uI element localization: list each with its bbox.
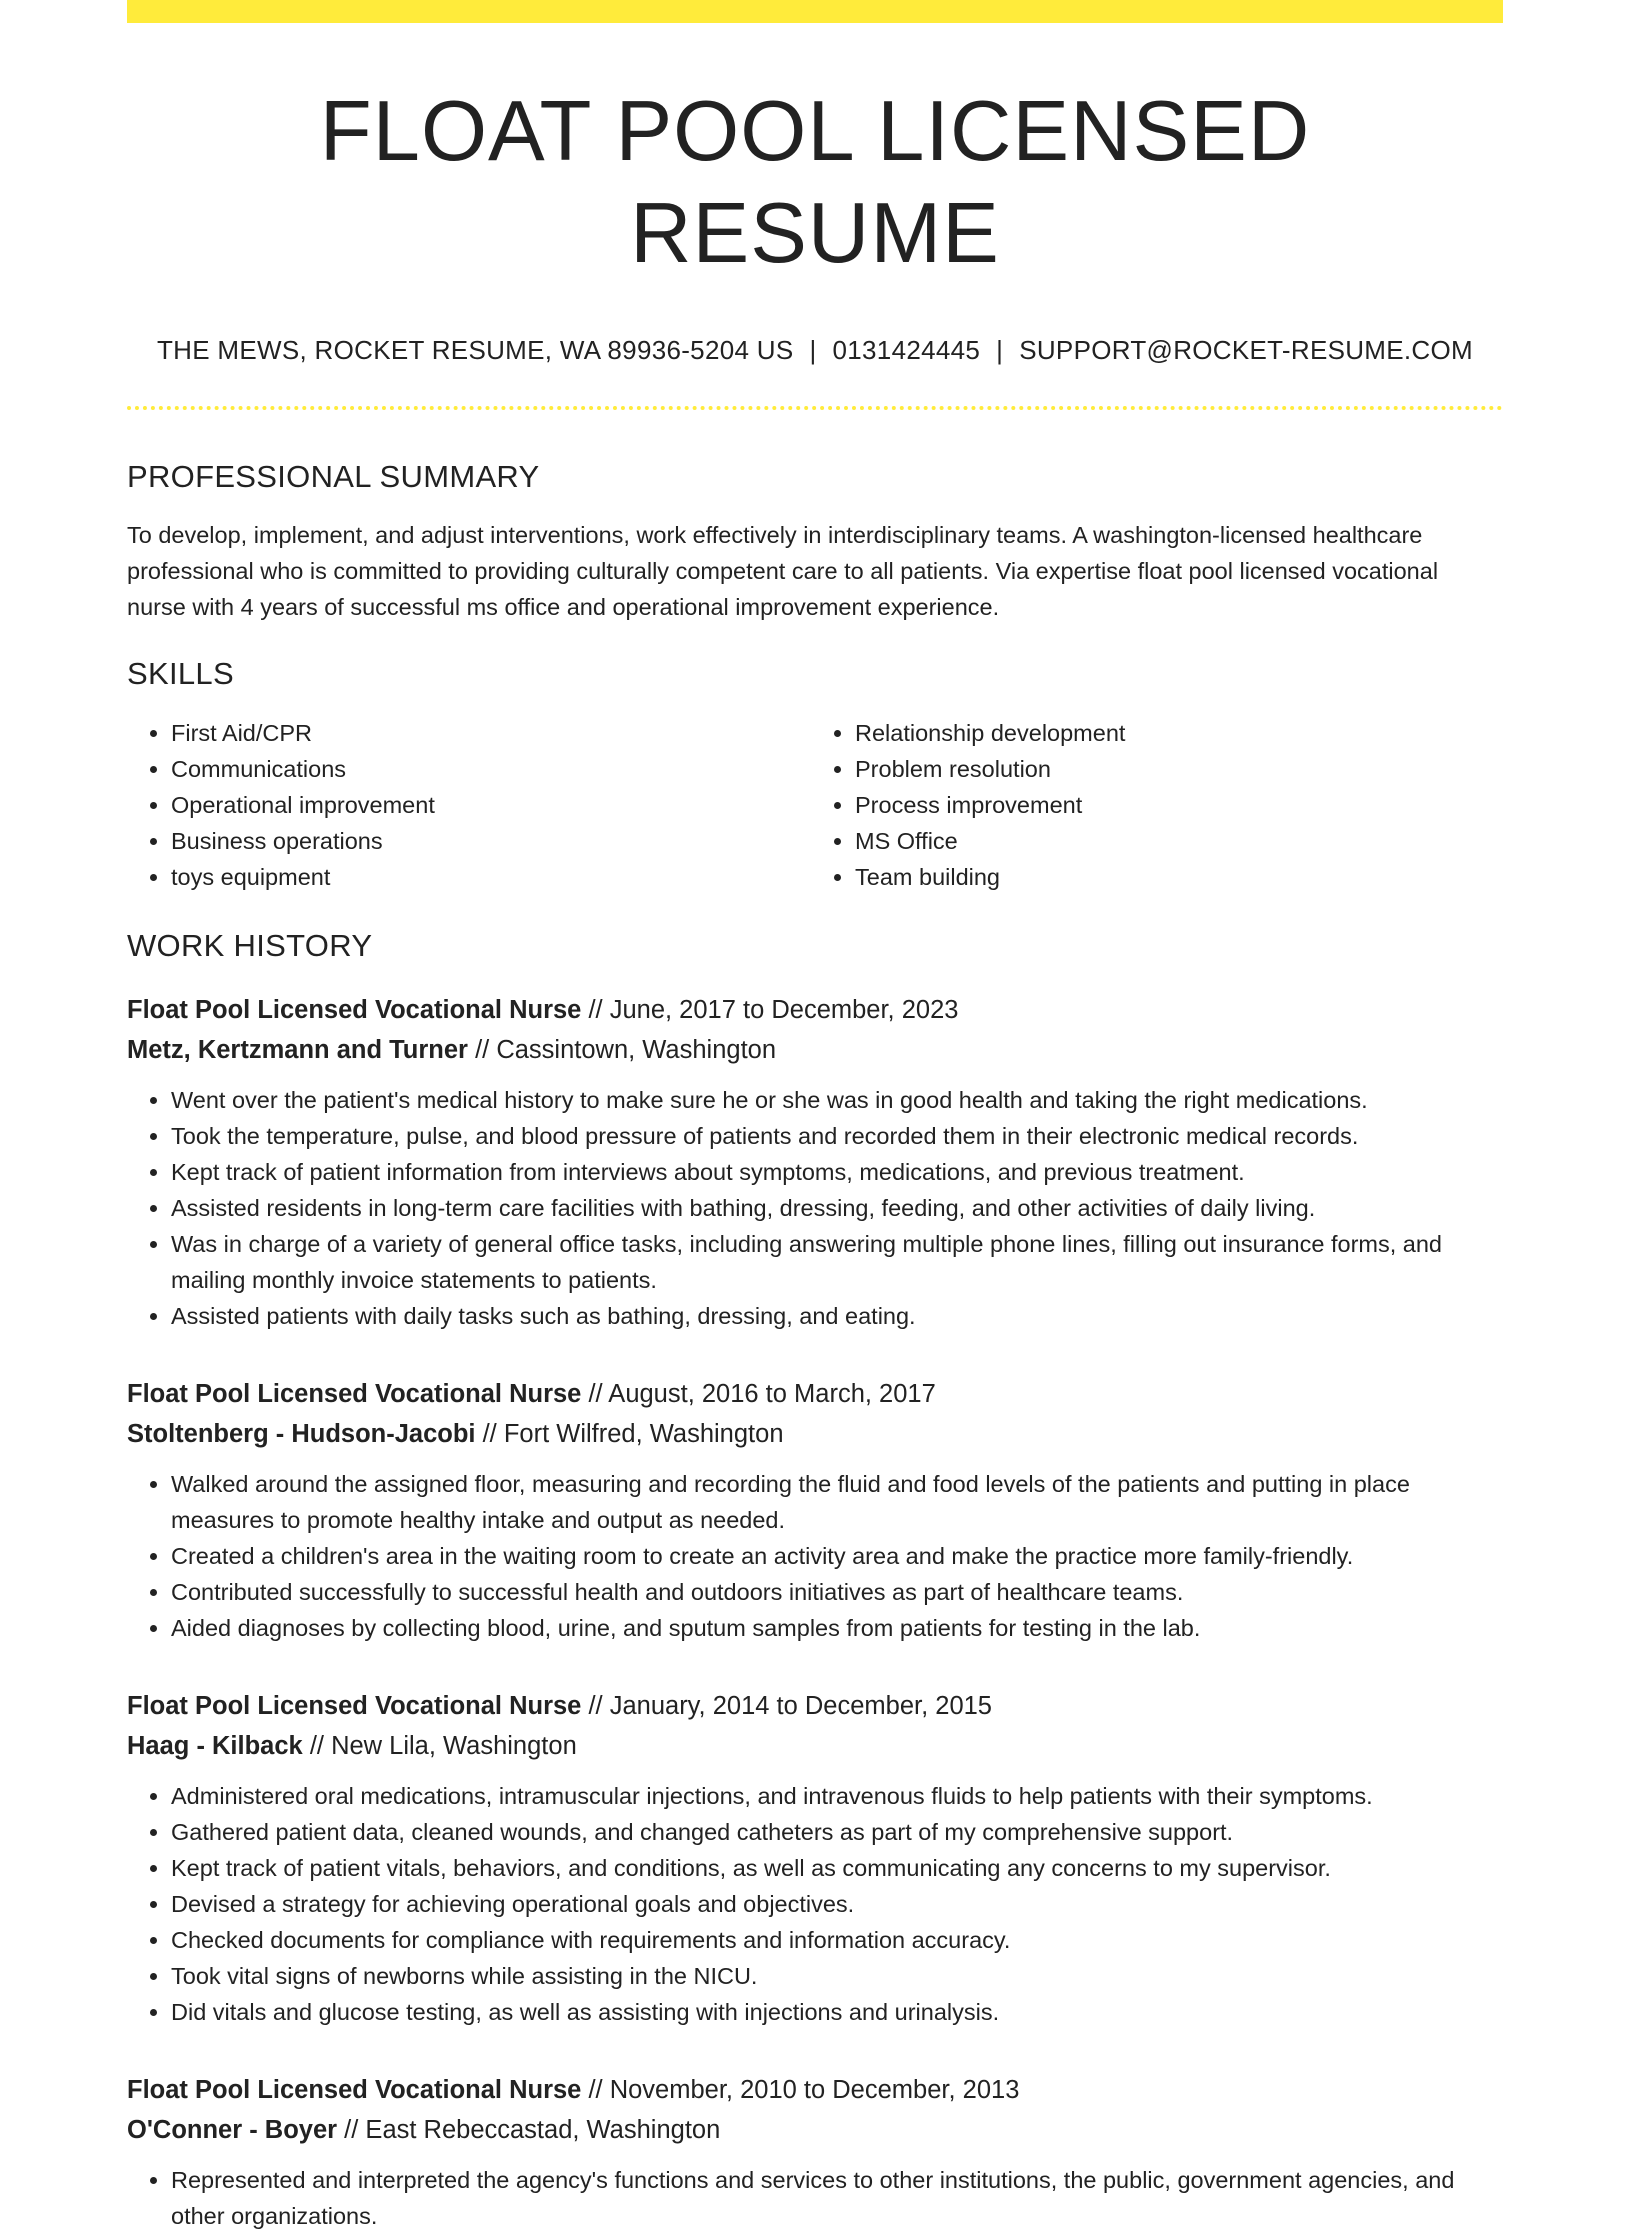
skills-columns	[127, 715, 1503, 895]
job-company-line	[127, 2110, 1503, 2150]
job-location: // Cassintown, Washington	[467, 1035, 777, 1064]
job-bullet: • Gathered patient data, cleaned wounds, and changed catheters as part of my comprehensive support.	[171, 1814, 1503, 1850]
job-entry	[127, 2070, 1503, 2234]
skill-item: • Relationship development	[855, 715, 1489, 751]
job-bullet: • Walked around the assigned floor, measuring and recording the fluid and food levels of the patients and putting in place measures to promote healthy intake and output as needed.	[171, 1466, 1503, 1538]
skills-heading: SKILLS	[127, 656, 234, 692]
job-bullet: • Checked documents for compliance with requirements and information accuracy.	[171, 1922, 1503, 1958]
job-company: Metz, Kertzmann and Turner	[127, 1035, 468, 1064]
job-entry	[127, 1374, 1503, 1646]
job-entry	[127, 990, 1503, 1334]
job-company: Haag - Kilback	[127, 1731, 303, 1760]
job-dates: // November, 2010 to December, 2013	[581, 2075, 1020, 2104]
skill-item: • Operational improvement	[171, 787, 805, 823]
job-bullets	[127, 1778, 1503, 2030]
job-bullet: • Was in charge of a variety of general office tasks, including answering multiple phone lines, filling out insurance forms, and mailing monthly invoice statements to patients.	[171, 1226, 1503, 1298]
job-dates: // August, 2016 to March, 2017	[581, 1379, 936, 1408]
job-entry	[127, 1686, 1503, 2030]
job-bullet: • Did vitals and glucose testing, as well as assisting with injections and urinalysis.	[171, 1994, 1503, 2030]
job-bullet: • Kept track of patient information from interviews about symptoms, medications, and previous treatment.	[171, 1154, 1503, 1190]
dotted-divider	[127, 406, 1503, 410]
accent-top-bar	[127, 0, 1503, 23]
skill-item: • Business operations	[171, 823, 805, 859]
job-bullets	[127, 1466, 1503, 1646]
job-location: // New Lila, Washington	[302, 1731, 577, 1760]
job-title-line	[127, 1374, 1503, 1414]
job-location: // Fort Wilfred, Washington	[475, 1419, 784, 1448]
job-bullet: • Took vital signs of newborns while assisting in the NICU.	[171, 1958, 1503, 1994]
skills-section	[127, 655, 1503, 894]
skill-item: • Problem resolution	[855, 751, 1489, 787]
job-role: Float Pool Licensed Vocational Nurse	[127, 1379, 582, 1408]
contact-phone[interactable]: 0131424445	[832, 335, 981, 365]
contact-separator: |	[809, 335, 817, 365]
work-history-heading: WORK HISTORY	[127, 927, 373, 963]
job-bullet: • Represented and interpreted the agency's functions and services to other institutions, the public, government agencies, and other organizations.	[171, 2162, 1503, 2234]
job-dates: // June, 2017 to December, 2023	[581, 995, 959, 1024]
job-role: Float Pool Licensed Vocational Nurse	[127, 2075, 582, 2104]
skills-list-right	[805, 715, 1489, 895]
job-bullet: • Administered oral medications, intramuscular injections, and intravenous fluids to help patients with their symptoms.	[171, 1778, 1503, 1814]
skill-item: • MS Office	[855, 823, 1489, 859]
job-bullet: • Kept track of patient vitals, behaviors, and conditions, as well as communicating any concerns to my supervisor.	[171, 1850, 1503, 1886]
job-company: Stoltenberg - Hudson-Jacobi	[127, 1419, 476, 1448]
job-bullet: • Went over the patient's medical history to make sure he or she was in good health and taking the right medications.	[171, 1082, 1503, 1118]
skill-item: • First Aid/CPR	[171, 715, 805, 751]
job-location: // East Rebeccastad, Washington	[337, 2115, 721, 2144]
job-company-line	[127, 1030, 1503, 1070]
work-history-section	[127, 927, 1503, 2234]
job-bullet: • Assisted patients with daily tasks such as bathing, dressing, and eating.	[171, 1298, 1503, 1334]
job-bullets	[127, 2162, 1503, 2234]
job-bullet: • Aided diagnoses by collecting blood, urine, and sputum samples from patients for testing in the lab.	[171, 1610, 1503, 1646]
resume-page	[127, 0, 1503, 2234]
job-bullets	[127, 1082, 1503, 1334]
job-title-line	[127, 1686, 1503, 1726]
skills-list-left	[127, 715, 805, 895]
job-company: O'Conner - Boyer	[127, 2115, 338, 2144]
summary-heading: PROFESSIONAL SUMMARY	[127, 459, 540, 495]
contact-address: THE MEWS, ROCKET RESUME, WA 89936-5204 US	[156, 335, 794, 365]
job-role: Float Pool Licensed Vocational Nurse	[127, 995, 582, 1024]
summary-text: To develop, implement, and adjust interventions, work effectively in interdisciplinary teams. A washington-licensed healthcare professional who is committed to providing culturally competent care to all patients. Via expertise float pool licensed vocational nurse with 4 years of successful ms office and operational improvement experience.	[127, 522, 1439, 621]
job-bullet: • Contributed successfully to successful health and outdoors initiatives as part of healthcare teams.	[171, 1574, 1503, 1610]
job-role: Float Pool Licensed Vocational Nurse	[127, 1691, 582, 1720]
skill-item: • toys equipment	[171, 859, 805, 895]
skill-item: • Communications	[171, 751, 805, 787]
job-bullet: • Created a children's area in the waiting room to create an activity area and make the practice more family-friendly.	[171, 1538, 1503, 1574]
skill-item: • Team building	[855, 859, 1489, 895]
job-dates: // January, 2014 to December, 2015	[581, 1691, 992, 1720]
job-company-line	[127, 1726, 1503, 1766]
job-bullet: • Assisted residents in long-term care facilities with bathing, dressing, feeding, and other activities of daily living.	[171, 1190, 1503, 1226]
contact-email[interactable]: SUPPORT@ROCKET-RESUME.COM	[1019, 335, 1473, 365]
summary-section	[127, 458, 1503, 625]
job-bullet: • Devised a strategy for achieving operational goals and objectives.	[171, 1886, 1503, 1922]
job-company-line	[127, 1414, 1503, 1454]
job-bullet: • Took the temperature, pulse, and blood pressure of patients and recorded them in their electronic medical records.	[171, 1118, 1503, 1154]
contact-line	[127, 335, 1503, 366]
job-title-line	[127, 990, 1503, 1030]
skill-item: • Process improvement	[855, 787, 1489, 823]
resume-name-heading: FLOAT POOL LICENSED RESUME	[319, 84, 1311, 281]
contact-separator: |	[996, 335, 1004, 365]
job-title-line	[127, 2070, 1503, 2110]
